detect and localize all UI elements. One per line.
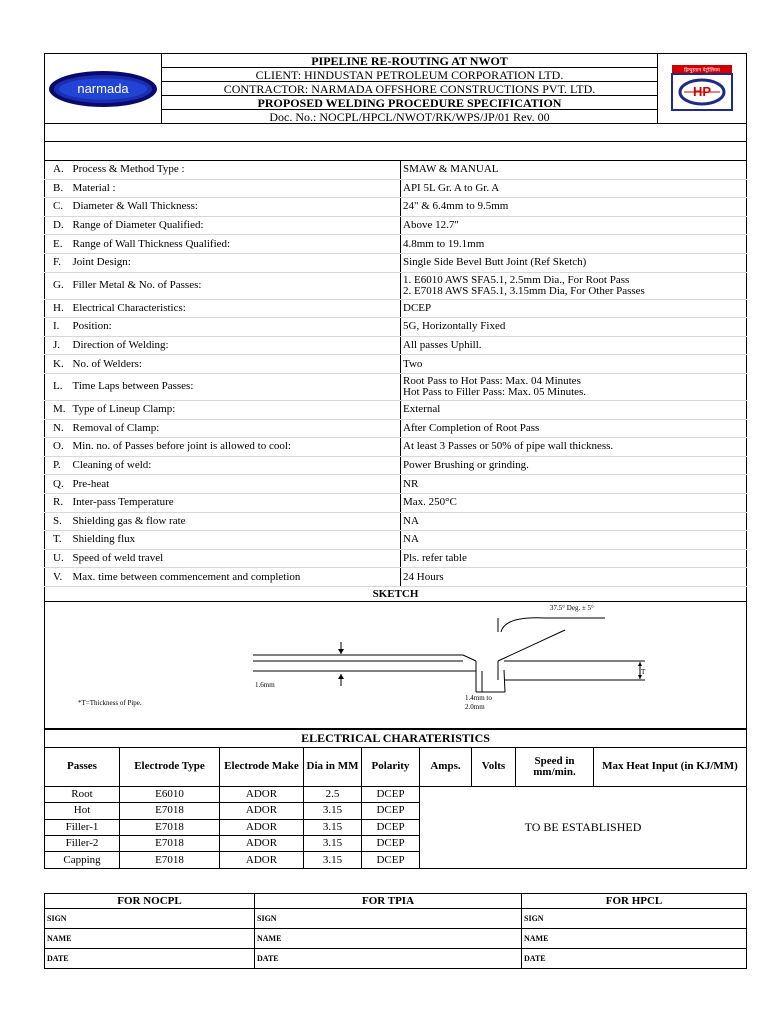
detail-letter: R.: [45, 493, 71, 512]
detail-letter: L.: [45, 373, 71, 400]
signoff-row: [45, 929, 747, 949]
detail-value: [401, 475, 747, 494]
detail-value: [401, 336, 747, 355]
detail-value-line: Pls. refer table: [403, 551, 467, 564]
detail-value-line: Above 12.7": [403, 219, 459, 232]
detail-row: [45, 179, 747, 198]
col-electrode-make: Electrode Make: [220, 747, 304, 786]
detail-row: [45, 512, 747, 531]
electrode-type: E7018: [120, 836, 220, 852]
polarity: DCEP: [362, 836, 420, 852]
detail-value-line: NA: [403, 514, 419, 527]
col-dia: Dia in MM: [304, 747, 362, 786]
detail-value: [401, 568, 747, 587]
detail-value-line: Two: [403, 357, 423, 370]
detail-letter: I.: [45, 318, 71, 337]
electrode-dia: 3.15: [304, 852, 362, 868]
detail-letter: V.: [45, 568, 71, 587]
detail-letter: C.: [45, 198, 71, 217]
detail-label: Range of Wall Thickness Qualified:: [71, 235, 401, 254]
detail-row: [45, 355, 747, 374]
root-face-label: 1.6mm: [255, 680, 275, 689]
detail-value-line: After Completion of Root Pass: [403, 421, 540, 434]
party-tpia: FOR TPIA: [255, 894, 522, 909]
detail-letter: A.: [45, 161, 71, 180]
detail-value: [401, 179, 747, 198]
detail-label: Type of Lineup Clamp:: [71, 400, 401, 419]
wps-document: [44, 53, 747, 869]
detail-value-line: NA: [403, 533, 419, 546]
detail-row: [45, 161, 747, 180]
header-spacer: [44, 124, 747, 161]
col-polarity: Polarity: [362, 747, 420, 786]
detail-label: Electrical Characteristics:: [71, 299, 401, 318]
detail-label: Range of Diameter Qualified:: [71, 216, 401, 235]
electrode-make: ADOR: [220, 803, 304, 819]
electrical-row: [45, 786, 747, 802]
detail-value-line: Single Side Bevel Butt Joint (Ref Sketch): [403, 256, 587, 269]
detail-letter: P.: [45, 456, 71, 475]
detail-value: [401, 549, 747, 568]
detail-value-line: 1. E6010 AWS SFA5.1, 2.5mm Dia., For Root Pass: [403, 273, 630, 286]
electrode-make: ADOR: [220, 786, 304, 802]
polarity: DCEP: [362, 852, 420, 868]
detail-label: Diameter & Wall Thickness:: [71, 198, 401, 217]
detail-value-line-2: Hot Pass to Filler Pass: Max. 05 Minutes.: [403, 385, 587, 398]
detail-value: [401, 493, 747, 512]
electrode-dia: 3.15: [304, 819, 362, 835]
detail-letter: N.: [45, 419, 71, 438]
detail-letter: E.: [45, 235, 71, 254]
detail-value-line: DCEP: [403, 301, 432, 314]
detail-label: Shielding flux: [71, 531, 401, 550]
detail-value-line: Max. 250°C: [403, 496, 457, 509]
electrode-type: E7018: [120, 852, 220, 868]
detail-value: [401, 456, 747, 475]
detail-label: Pre-heat: [71, 475, 401, 494]
detail-value: [401, 419, 747, 438]
contractor-line: CONTRACTOR: NARMADA OFFSHORE CONSTRUCTIONS PVT. LTD.: [162, 82, 658, 96]
detail-value-line: NR: [403, 477, 419, 490]
detail-row: [45, 438, 747, 457]
thickness-note: *T=Thickness of Pipe.: [78, 698, 142, 707]
detail-letter: D.: [45, 216, 71, 235]
detail-label: Speed of weld travel: [71, 549, 401, 568]
detail-letter: K.: [45, 355, 71, 374]
detail-row: [45, 235, 747, 254]
party-nocpl: FOR NOCPL: [45, 894, 255, 909]
detail-value-line-2: 2. E7018 AWS SFA5.1, 3.15mm Dia, For Other Passes: [403, 284, 645, 297]
electrode-type: E6010: [120, 786, 220, 802]
detail-value: [401, 512, 747, 531]
detail-value-line: External: [403, 403, 441, 416]
detail-label: Filler Metal & No. of Passes:: [71, 272, 401, 299]
nocpl-name-field[interactable]: NAME: [45, 929, 255, 949]
detail-value-line: Power Brushing or grinding.: [403, 459, 529, 472]
polarity: DCEP: [362, 786, 420, 802]
pass-name: Capping: [45, 852, 120, 868]
pass-name: Root: [45, 786, 120, 802]
detail-value-line: 24" & 6.4mm to 9.5mm: [403, 200, 509, 213]
detail-row: [45, 272, 747, 299]
detail-value-line: At least 3 Passes or 50% of pipe wall thickness.: [403, 440, 614, 453]
col-speed: Speed in mm/min.: [516, 747, 594, 786]
detail-value: [401, 235, 747, 254]
detail-value: [401, 198, 747, 217]
col-electrode-type: Electrode Type: [120, 747, 220, 786]
hp-logo-cell: [658, 54, 747, 124]
bevel-angle-label: 37.5° Deg. ± 5°: [550, 603, 594, 612]
electrical-title: ELECTRICAL CHARATERISTICS: [45, 729, 747, 747]
hpcl-date-field[interactable]: DATE: [522, 949, 747, 969]
nocpl-sign-field[interactable]: SIGN: [45, 909, 255, 929]
detail-label: Time Laps between Passes:: [71, 373, 401, 400]
detail-label: Inter-pass Temperature: [71, 493, 401, 512]
root-gap-label-1: 1.4mm to: [465, 693, 492, 702]
detail-letter: G.: [45, 272, 71, 299]
detail-row: [45, 400, 747, 419]
detail-value: [401, 299, 747, 318]
to-be-established: TO BE ESTABLISHED: [420, 786, 747, 868]
detail-row: [45, 253, 747, 272]
signoff-row: [45, 949, 747, 969]
detail-value: [401, 400, 747, 419]
narmada-logo-text: narmada: [77, 80, 129, 96]
detail-row: [45, 336, 747, 355]
detail-value: [401, 373, 747, 400]
detail-row: [45, 456, 747, 475]
detail-letter: H.: [45, 299, 71, 318]
col-amps: Amps.: [420, 747, 472, 786]
electrode-type: E7018: [120, 819, 220, 835]
sketch-title: SKETCH: [45, 587, 746, 602]
detail-letter: T.: [45, 531, 71, 550]
detail-row: [45, 419, 747, 438]
detail-letter: B.: [45, 179, 71, 198]
detail-row: [45, 475, 747, 494]
col-volts: Volts: [472, 747, 516, 786]
tpia-name-field[interactable]: NAME: [255, 929, 522, 949]
detail-value-line: SMAW & MANUAL: [403, 163, 499, 176]
detail-letter: U.: [45, 549, 71, 568]
detail-label: Min. no. of Passes before joint is allowed to cool:: [71, 438, 401, 457]
signoff-row: [45, 909, 747, 929]
detail-label: Joint Design:: [71, 253, 401, 272]
tpia-sign-field[interactable]: SIGN: [255, 909, 522, 929]
pass-name: Filler-1: [45, 819, 120, 835]
detail-label: No. of Welders:: [71, 355, 401, 374]
detail-label: Cleaning of weld:: [71, 456, 401, 475]
detail-row: [45, 568, 747, 587]
detail-label: Max. time between commencement and completion: [71, 568, 401, 587]
narmada-logo-icon: [45, 58, 161, 118]
detail-value-line: API 5L Gr. A to Gr. A: [403, 181, 500, 194]
hpcl-sign-field[interactable]: SIGN: [522, 909, 747, 929]
detail-label: Removal of Clamp:: [71, 419, 401, 438]
detail-row: [45, 216, 747, 235]
detail-label: Position:: [71, 318, 401, 337]
detail-value: [401, 272, 747, 299]
detail-value: [401, 253, 747, 272]
detail-label: Process & Method Type :: [71, 161, 401, 180]
detail-value: [401, 438, 747, 457]
pass-name: Hot: [45, 803, 120, 819]
detail-value-line: 4.8mm to 19.1mm: [403, 237, 485, 250]
detail-letter: S.: [45, 512, 71, 531]
detail-letter: M.: [45, 400, 71, 419]
root-gap-label-2: 2.0mm: [465, 702, 485, 711]
detail-label: Material :: [71, 179, 401, 198]
detail-row: [45, 493, 747, 512]
hpcl-name-field[interactable]: NAME: [522, 929, 747, 949]
client-line: CLIENT: HINDUSTAN PETROLEUM CORPORATION LTD.: [162, 68, 658, 82]
detail-letter: Q.: [45, 475, 71, 494]
col-passes: Passes: [45, 747, 120, 786]
narmada-logo-cell: [45, 54, 162, 124]
detail-value-line: Root Pass to Hot Pass: Max. 04 Minutes: [403, 374, 581, 387]
electrode-dia: 2.5: [304, 786, 362, 802]
col-heat-input: Max Heat Input (in KJ/MM): [594, 747, 747, 786]
pass-name: Filler-2: [45, 836, 120, 852]
doc-number: Doc. No.: NOCPL/HPCL/NWOT/RK/WPS/JP/01 Rev. 00: [162, 110, 658, 124]
document-title: PROPOSED WELDING PROCEDURE SPECIFICATION: [162, 96, 658, 110]
electrode-dia: 3.15: [304, 836, 362, 852]
polarity: DCEP: [362, 819, 420, 835]
detail-letter: J.: [45, 336, 71, 355]
hp-logo-text: HP: [692, 83, 712, 99]
party-hpcl: FOR HPCL: [522, 894, 747, 909]
detail-row: [45, 373, 747, 400]
detail-value-line: 24 Hours: [403, 570, 444, 583]
detail-label: Direction of Welding:: [71, 336, 401, 355]
electrode-make: ADOR: [220, 819, 304, 835]
nocpl-date-field[interactable]: DATE: [45, 949, 255, 969]
electrode-type: E7018: [120, 803, 220, 819]
hp-logo-tagline: हिन्दुस्तान पेट्रोलियम: [684, 67, 720, 73]
detail-row: [45, 531, 747, 550]
joint-sketch: [45, 602, 746, 728]
detail-value-line: All passes Uphill.: [403, 339, 482, 352]
detail-value: [401, 355, 747, 374]
detail-row: [45, 549, 747, 568]
detail-value: [401, 216, 747, 235]
detail-row: [45, 198, 747, 217]
polarity: DCEP: [362, 803, 420, 819]
sketch-section: [44, 587, 747, 729]
detail-row: [45, 318, 747, 337]
hp-logo-icon: [658, 58, 746, 118]
signoff-table: [44, 893, 747, 969]
electrode-dia: 3.15: [304, 803, 362, 819]
detail-value: [401, 318, 747, 337]
electrical-characteristics-table: [44, 729, 747, 869]
project-title: PIPELINE RE-ROUTING AT NWOT: [162, 54, 658, 68]
electrode-make: ADOR: [220, 852, 304, 868]
procedure-details: [44, 161, 747, 587]
detail-value-line: 5G, Horizontally Fixed: [403, 320, 506, 333]
detail-letter: O.: [45, 438, 71, 457]
detail-row: [45, 299, 747, 318]
detail-value: [401, 531, 747, 550]
electrode-make: ADOR: [220, 836, 304, 852]
bevel-joint-drawing: [45, 602, 748, 728]
detail-value: [401, 161, 747, 180]
tpia-date-field[interactable]: DATE: [255, 949, 522, 969]
detail-letter: F.: [45, 253, 71, 272]
thickness-label: T: [641, 667, 646, 676]
document-header: [44, 53, 747, 124]
detail-label: Shielding gas & flow rate: [71, 512, 401, 531]
